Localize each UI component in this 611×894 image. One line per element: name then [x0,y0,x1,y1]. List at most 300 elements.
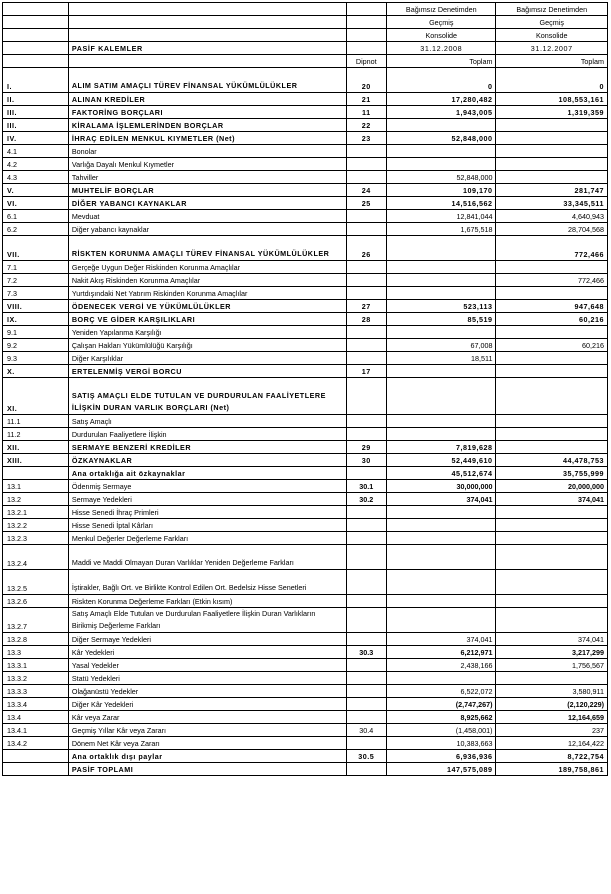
row-value-current: 374,041 [387,493,496,506]
row-number: 7.1 [3,261,69,274]
row-label: ALINAN KREDİLER [68,93,346,106]
row-note [346,698,387,711]
audit-status-prior: Bağımsız Denetimden [496,3,608,16]
table-row [3,532,608,545]
row-number: 13.2.1 [3,506,69,519]
table-row [3,93,608,106]
row-label: Statü Yedekleri [68,672,346,685]
row-value-current: 7,819,628 [387,441,496,454]
row-label: Mevduat [68,210,346,223]
table-row [3,646,608,659]
row-value-prior: 33,345,511 [496,197,608,210]
row-number: X. [3,365,69,378]
row-label: KİRALAMA İŞLEMLERİNDEN BORÇLAR [68,119,346,132]
row-value-current [387,326,496,339]
row-note [346,274,387,287]
row-value-prior [496,378,608,415]
table-row [3,236,608,261]
row-number: 13.2.3 [3,532,69,545]
row-value-current [387,545,496,570]
row-value-prior [496,119,608,132]
row-note [346,763,387,776]
row-note: 20 [346,68,387,93]
row-value-prior [496,545,608,570]
header-row-audit [3,3,608,16]
table-row [3,698,608,711]
row-note: 30.1 [346,480,387,493]
table-row [3,352,608,365]
row-value-current: 6,212,971 [387,646,496,659]
row-label: Ana ortaklık dışı paylar [68,750,346,763]
basis-prior: Konsolide [496,29,608,42]
balance-sheet-liabilities [2,2,608,776]
table-row [3,685,608,698]
row-value-prior: 1,319,359 [496,106,608,119]
row-value-current: 45,512,674 [387,467,496,480]
table-row [3,467,608,480]
row-number: I. [3,68,69,93]
row-label: SERMAYE BENZERİ KREDİLER [68,441,346,454]
table-row [3,545,608,570]
row-value-prior [496,570,608,595]
row-label: Yurtdışındaki Net Yatırım Riskinden Korunma Amaçlılar [68,287,346,300]
row-label: Sermaye Yedekleri [68,493,346,506]
row-value-current [387,274,496,287]
row-value-prior [496,287,608,300]
row-value-prior: 281,747 [496,184,608,197]
table-row [3,672,608,685]
row-value-prior: 374,041 [496,493,608,506]
row-note [346,570,387,595]
row-label: Satış Amaçlı Elde Tutulan ve Durdurulan Faaliyetlere İlişkin Duran Varlıkların Birikmiş Değerleme Farkları [68,608,346,633]
row-number: 4.1 [3,145,69,158]
row-note [346,685,387,698]
row-number: VII. [3,236,69,261]
row-label: Kâr Yedekleri [68,646,346,659]
row-note [346,659,387,672]
row-value-current: 6,936,936 [387,750,496,763]
row-value-current [387,506,496,519]
row-number: VI. [3,197,69,210]
row-note [346,428,387,441]
table-row [3,454,608,467]
row-value-current [387,378,496,415]
row-value-prior [496,415,608,428]
row-value-current [387,365,496,378]
header-row-columns [3,55,608,68]
row-value-current [387,236,496,261]
row-value-prior: 1,756,567 [496,659,608,672]
row-value-current [387,672,496,685]
row-number: 7.3 [3,287,69,300]
table-row [3,428,608,441]
row-value-current: 8,925,662 [387,711,496,724]
basis-current: Konsolide [387,29,496,42]
row-note [346,737,387,750]
row-label: Yasal Yedekler [68,659,346,672]
row-value-prior: 108,553,161 [496,93,608,106]
row-label: SATIŞ AMAÇLI ELDE TUTULAN VE DURDURULAN FAALİYETLERE İLİŞKİN DURAN VARLIK BORÇLARI (Net) [68,378,346,415]
row-label: Ana ortaklığa ait özkaynaklar [68,467,346,480]
table-row [3,106,608,119]
row-value-prior [496,158,608,171]
table-row [3,184,608,197]
row-value-current: 52,449,610 [387,454,496,467]
row-note [346,633,387,646]
row-note [346,210,387,223]
row-value-prior: 44,478,753 [496,454,608,467]
row-value-current: 67,008 [387,339,496,352]
row-number: 13.4 [3,711,69,724]
row-value-prior [496,441,608,454]
row-value-prior [496,132,608,145]
row-value-prior: 60,216 [496,339,608,352]
row-number: 13.3.1 [3,659,69,672]
row-value-current: 1,675,518 [387,223,496,236]
table-row [3,763,608,776]
row-number: 4.3 [3,171,69,184]
table-body [3,3,608,776]
row-label: FAKTORİNG BORÇLARI [68,106,346,119]
row-value-prior [496,595,608,608]
row-value-current: 30,000,000 [387,480,496,493]
table-row [3,274,608,287]
page-title: PASİF KALEMLER [68,42,346,55]
row-note [346,171,387,184]
row-label: Gerçeğe Uygun Değer Riskinden Korunma Amaçlılar [68,261,346,274]
row-label: Varlığa Dayalı Menkul Kıymetler [68,158,346,171]
row-number [3,750,69,763]
row-value-prior [496,519,608,532]
row-number: VIII. [3,300,69,313]
row-note: 30.3 [346,646,387,659]
row-value-prior: 3,217,299 [496,646,608,659]
table-row [3,326,608,339]
row-label: Diğer Kâr Yedekleri [68,698,346,711]
row-number: 13.4.1 [3,724,69,737]
row-label: Hisse Senedi İhraç Primleri [68,506,346,519]
row-number: 11.2 [3,428,69,441]
table-row [3,171,608,184]
row-number: 13.2.8 [3,633,69,646]
row-note: 30.2 [346,493,387,506]
table-row [3,313,608,326]
row-note: 24 [346,184,387,197]
row-value-current: 6,522,072 [387,685,496,698]
row-value-current: 10,383,663 [387,737,496,750]
row-label: RİSKTEN KORUNMA AMAÇLI TÜREV FİNANSAL YÜKÜMLÜLÜKLER [68,236,346,261]
table-row [3,724,608,737]
row-value-current [387,287,496,300]
row-value-current [387,532,496,545]
row-label: ÖDENECEK VERGİ VE YÜKÜMLÜLÜKLER [68,300,346,313]
row-note: 29 [346,441,387,454]
row-number: 13.4.2 [3,737,69,750]
table-row [3,506,608,519]
row-value-prior: 60,216 [496,313,608,326]
row-note [346,339,387,352]
row-value-current: 147,575,089 [387,763,496,776]
table-row [3,261,608,274]
row-note: 27 [346,300,387,313]
row-value-current: 85,519 [387,313,496,326]
row-note: 23 [346,132,387,145]
row-number: 13.3.3 [3,685,69,698]
audited-prior: Geçmiş [496,16,608,29]
row-label: Diğer Sermaye Yedekleri [68,633,346,646]
table-row [3,132,608,145]
row-label: Bonolar [68,145,346,158]
row-value-prior [496,608,608,633]
table-row [3,415,608,428]
row-number: IV. [3,132,69,145]
table-row [3,750,608,763]
row-label: Çalışan Hakları Yükümlülüğü Karşılığı [68,339,346,352]
table-row [3,365,608,378]
table-row [3,711,608,724]
liabilities-table [2,2,608,776]
row-number: 13.1 [3,480,69,493]
row-note [346,287,387,300]
row-value-current [387,261,496,274]
row-number: 9.1 [3,326,69,339]
table-row [3,737,608,750]
row-value-current [387,608,496,633]
row-note: 28 [346,313,387,326]
row-note [346,352,387,365]
row-note: 30 [346,454,387,467]
date-current: 31.12.2008 [387,42,496,55]
row-number: 6.1 [3,210,69,223]
row-number: 13.2 [3,493,69,506]
total-prior-header: Toplam [496,55,608,68]
row-value-current [387,145,496,158]
row-value-prior [496,326,608,339]
table-row [3,608,608,633]
row-number: XI. [3,378,69,415]
row-value-current [387,595,496,608]
row-note [346,326,387,339]
row-label: Geçmiş Yıllar Kâr veya Zararı [68,724,346,737]
row-value-prior: 0 [496,68,608,93]
row-note: 21 [346,93,387,106]
row-value-prior: 12,164,422 [496,737,608,750]
row-note [346,711,387,724]
row-value-prior: 374,041 [496,633,608,646]
row-label: Durdurulan Faaliyetlere İlişkin [68,428,346,441]
table-row [3,595,608,608]
row-number: 13.2.6 [3,595,69,608]
row-value-current: 374,041 [387,633,496,646]
row-label: ERTELENMİŞ VERGİ BORCU [68,365,346,378]
row-note [346,608,387,633]
row-note: 11 [346,106,387,119]
row-value-current: 523,113 [387,300,496,313]
table-row [3,300,608,313]
row-label: Olağanüstü Yedekler [68,685,346,698]
row-value-prior [496,171,608,184]
row-value-prior [496,145,608,158]
table-row [3,287,608,300]
table-row [3,493,608,506]
table-row [3,441,608,454]
row-value-current: 0 [387,68,496,93]
row-number: 13.2.5 [3,570,69,595]
row-value-prior: (2,120,229) [496,698,608,711]
table-row [3,158,608,171]
row-value-current: 18,511 [387,352,496,365]
row-value-current: 2,438,166 [387,659,496,672]
row-note [346,519,387,532]
row-value-prior [496,365,608,378]
row-number: 7.2 [3,274,69,287]
total-current-header: Toplam [387,55,496,68]
row-number [3,467,69,480]
row-value-prior: 20,000,000 [496,480,608,493]
row-value-prior: 3,580,911 [496,685,608,698]
row-number: V. [3,184,69,197]
row-label: PASİF TOPLAMI [68,763,346,776]
row-value-current: 1,943,005 [387,106,496,119]
row-label: MUHTELİF BORÇLAR [68,184,346,197]
row-number: XIII. [3,454,69,467]
row-value-current: 52,848,000 [387,132,496,145]
table-row [3,145,608,158]
row-value-prior: 237 [496,724,608,737]
row-value-prior: 12,164,659 [496,711,608,724]
row-value-current: 17,280,482 [387,93,496,106]
row-value-prior [496,532,608,545]
row-value-prior: 189,758,861 [496,763,608,776]
row-value-prior: 4,640,943 [496,210,608,223]
row-label: Kâr veya Zarar [68,711,346,724]
audit-status-current: Bağımsız Denetimden [387,3,496,16]
table-row [3,68,608,93]
row-value-current [387,415,496,428]
row-note: 22 [346,119,387,132]
table-row [3,659,608,672]
row-value-prior [496,428,608,441]
row-note: 30.4 [346,724,387,737]
row-note [346,506,387,519]
row-number: II. [3,93,69,106]
table-row [3,339,608,352]
row-label: Ödenmiş Sermaye [68,480,346,493]
row-number: 6.2 [3,223,69,236]
row-value-prior: 947,648 [496,300,608,313]
row-number: III. [3,119,69,132]
row-label: İştirakler, Bağlı Ort. ve Birlikte Kontrol Edilen Ort. Bedelsiz Hisse Senetleri [68,570,346,595]
table-row [3,223,608,236]
row-label: ALIM SATIM AMAÇLI TÜREV FİNANSAL YÜKÜMLÜLÜKLER [68,68,346,93]
table-row [3,570,608,595]
table-row [3,633,608,646]
row-label: Riskten Korunma Değerleme Farkları (Etkin kısım) [68,595,346,608]
row-value-current: (2,747,267) [387,698,496,711]
row-label: İHRAÇ EDİLEN MENKUL KIYMETLER (Net) [68,132,346,145]
row-note [346,532,387,545]
row-note [346,595,387,608]
row-label: Hisse Senedi İptal Kârları [68,519,346,532]
row-note [346,378,387,415]
row-note [346,223,387,236]
row-number: 4.2 [3,158,69,171]
row-label: Dönem Net Kâr veya Zararı [68,737,346,750]
row-value-prior [496,261,608,274]
row-value-current: (1,458,001) [387,724,496,737]
table-row [3,519,608,532]
row-note [346,467,387,480]
row-number: 13.2.7 [3,608,69,633]
row-value-prior: 35,755,999 [496,467,608,480]
table-row [3,119,608,132]
row-label: Diğer Karşılıklar [68,352,346,365]
row-note [346,261,387,274]
row-label: Diğer yabancı kaynaklar [68,223,346,236]
row-value-current [387,519,496,532]
row-number: 9.3 [3,352,69,365]
row-number [3,763,69,776]
header-row-audited [3,16,608,29]
row-note [346,545,387,570]
row-number: 13.3.2 [3,672,69,685]
row-label: DİĞER YABANCI KAYNAKLAR [68,197,346,210]
row-value-prior [496,672,608,685]
header-row-basis [3,29,608,42]
row-note [346,145,387,158]
row-value-prior [496,352,608,365]
row-note [346,415,387,428]
row-number: 13.2.4 [3,545,69,570]
note-column-header: Dipnot [346,55,387,68]
row-label: Maddi ve Maddi Olmayan Duran Varlıklar Yeniden Değerleme Farkları [68,545,346,570]
row-value-current: 109,170 [387,184,496,197]
row-note [346,158,387,171]
row-number: III. [3,106,69,119]
row-number: XII. [3,441,69,454]
row-label: Nakit Akış Riskinden Korunma Amaçlılar [68,274,346,287]
row-value-current [387,158,496,171]
table-row [3,210,608,223]
row-note: 26 [346,236,387,261]
table-row [3,197,608,210]
row-value-current: 12,841,044 [387,210,496,223]
row-label: BORÇ VE GİDER KARŞILIKLARI [68,313,346,326]
row-note: 30.5 [346,750,387,763]
row-value-prior: 772,466 [496,236,608,261]
row-number: 11.1 [3,415,69,428]
row-label: Tahviller [68,171,346,184]
row-label: Yeniden Yapılanma Karşılığı [68,326,346,339]
row-note [346,672,387,685]
row-label: Menkul Değerler Değerleme Farkları [68,532,346,545]
row-note: 25 [346,197,387,210]
row-label: Satış Amaçlı [68,415,346,428]
row-value-current: 14,516,562 [387,197,496,210]
row-number: 13.3.4 [3,698,69,711]
audited-current: Geçmiş [387,16,496,29]
row-value-current [387,570,496,595]
header-row-title [3,42,608,55]
row-value-current [387,428,496,441]
table-row [3,378,608,415]
table-row [3,480,608,493]
row-note: 17 [346,365,387,378]
row-value-prior: 28,704,568 [496,223,608,236]
row-number: 13.2.2 [3,519,69,532]
row-number: 13.3 [3,646,69,659]
row-number: IX. [3,313,69,326]
